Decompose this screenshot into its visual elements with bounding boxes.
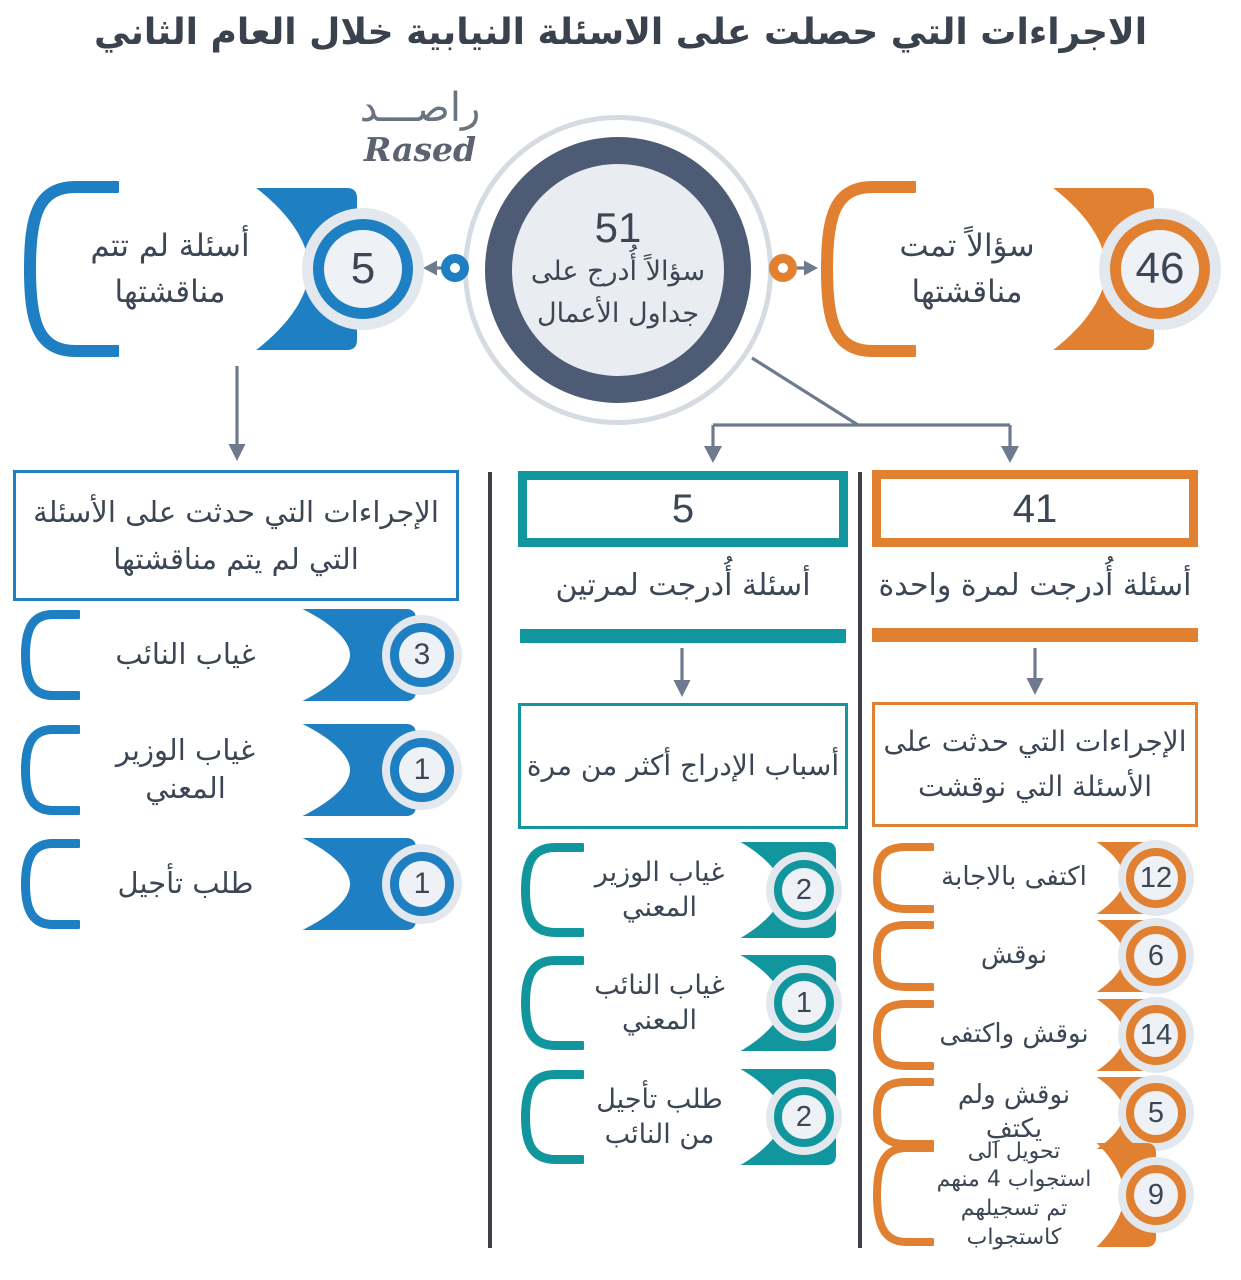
count-value: 2 <box>795 1100 813 1133</box>
bracket-icon <box>20 609 80 701</box>
column-divider-right <box>858 472 862 1248</box>
item-label: نوقش واكتفى <box>939 1019 1089 1050</box>
count-value: 3 <box>413 638 431 671</box>
count-ring <box>390 738 454 802</box>
summary-label: سؤالاً تمت مناقشتها <box>899 227 1035 310</box>
bracket-icon <box>872 1077 934 1149</box>
total-questions-circle <box>463 115 773 425</box>
count-value: 9 <box>1147 1178 1165 1211</box>
summary-label: أسئلة لم تتم مناقشتها <box>90 227 250 310</box>
item-label: تحويل الى استجواب 4 منهم تم تسجيلهم كاستجواب <box>936 1138 1092 1250</box>
count-badge <box>1118 1157 1194 1233</box>
count-badge <box>1118 1075 1194 1151</box>
count-ring <box>313 219 413 319</box>
column-divider-left <box>488 472 492 1248</box>
item-label: طلب تأجيل <box>117 866 254 901</box>
count-badge <box>766 1079 842 1155</box>
item-label: نوقش ولم يكتفِ <box>957 1080 1071 1144</box>
rased-logo <box>340 86 500 169</box>
listed-once-heading: الإجراءات التي حدثت على الأسئلة التي نوقشت <box>883 724 1187 803</box>
bracket-icon <box>872 999 934 1071</box>
listed-twice-label: أسئلة أُدرجت لمرتين <box>555 568 811 603</box>
count-ring <box>1126 848 1186 908</box>
count-value: 14 <box>1139 1018 1173 1051</box>
count-ring <box>1126 1165 1186 1225</box>
item-label: نوقش <box>980 940 1048 971</box>
count-value: 12 <box>1139 861 1173 894</box>
count-ring <box>774 1087 834 1147</box>
count-value: 46 <box>1135 244 1185 293</box>
list-item <box>518 1069 848 1165</box>
count-ring <box>390 623 454 687</box>
list-item <box>872 1138 1198 1250</box>
listed-once-count-box <box>872 470 1198 547</box>
count-ring <box>390 852 454 916</box>
item-label: غياب النائب <box>115 637 256 672</box>
list-item <box>872 999 1198 1071</box>
count-ring <box>1126 926 1186 986</box>
count-value: 5 <box>1147 1096 1165 1129</box>
count-value: 1 <box>795 986 813 1019</box>
total-questions-line1: سؤالاً أُدرج على <box>530 256 706 288</box>
discussed-summary <box>820 180 1241 358</box>
count-ring <box>1126 1005 1186 1065</box>
list-item <box>13 838 462 930</box>
total-questions-inner-circle <box>485 137 751 403</box>
count-value: 5 <box>350 244 376 293</box>
count-badge <box>382 730 462 810</box>
bracket-icon <box>20 724 80 816</box>
count-badge <box>382 844 462 924</box>
rased-logo-latin: Rased <box>363 130 477 169</box>
listed-once-count: 41 <box>1012 486 1058 531</box>
list-item <box>518 955 848 1051</box>
item-label: طلب تأجيل من النائب <box>596 1083 723 1150</box>
list-item <box>13 609 462 701</box>
count-value: 6 <box>1147 939 1165 972</box>
total-questions-value: 51 <box>594 204 642 252</box>
rased-logo-arabic: راصـــد <box>359 85 481 131</box>
count-badge <box>382 615 462 695</box>
list-item <box>518 842 848 938</box>
bracket-icon <box>872 1143 934 1247</box>
count-ring <box>1110 219 1210 319</box>
list-item <box>872 842 1198 914</box>
bracket-icon <box>520 955 584 1051</box>
listed-once-items-list <box>872 840 1198 1252</box>
page-title: الاجراءات التي حصلت على الاسئلة النيابية خلال العام الثاني <box>93 12 1148 53</box>
count-ring <box>1126 1083 1186 1143</box>
bracket-icon <box>520 1069 584 1165</box>
count-ring <box>774 860 834 920</box>
bracket-icon <box>20 838 80 930</box>
bracket-icon <box>872 842 934 914</box>
listed-twice-count: 5 <box>671 487 695 531</box>
count-badge <box>1118 840 1194 916</box>
bracket-icon <box>872 920 934 992</box>
not-discussed-summary <box>23 180 453 358</box>
count-badge <box>766 852 842 928</box>
item-label: غياب النائب المعني <box>594 969 725 1036</box>
count-ring <box>774 973 834 1033</box>
orange-connector-dot <box>769 254 797 282</box>
count-badge <box>1118 918 1194 994</box>
listed-twice-items-list <box>518 840 848 1173</box>
list-item <box>872 920 1198 992</box>
not-discussed-heading: الإجراءات التي حدثت على الأسئلة التي لم يتم مناقشتها <box>33 495 439 576</box>
not-discussed-heading-box <box>13 470 459 601</box>
listed-once-label: أسئلة أُدرجت لمرة واحدة <box>878 568 1192 603</box>
count-value: 1 <box>413 753 431 786</box>
count-badge <box>302 208 424 330</box>
count-badge <box>1099 208 1221 330</box>
item-label: اكتفى بالاجابة <box>941 862 1087 893</box>
listed-twice-heading: أسباب الإدراج أكثر من مرة <box>526 748 840 782</box>
listed-twice-heading-box <box>518 703 848 829</box>
orange-divider-bar <box>872 628 1198 642</box>
not-discussed-items-list <box>13 606 462 938</box>
count-badge <box>1118 997 1194 1073</box>
listed-twice-count-box <box>518 471 848 547</box>
count-badge <box>766 965 842 1041</box>
item-label: غياب الوزير المعني <box>594 856 725 923</box>
count-value: 1 <box>413 867 431 900</box>
list-item <box>13 724 462 816</box>
count-value: 2 <box>795 873 813 906</box>
bracket-icon <box>520 842 584 938</box>
item-label: غياب الوزير المعني <box>115 733 256 805</box>
listed-once-heading-box <box>872 702 1198 827</box>
teal-divider-bar <box>520 629 846 643</box>
total-questions-line2: جداول الأعمال <box>536 298 700 330</box>
